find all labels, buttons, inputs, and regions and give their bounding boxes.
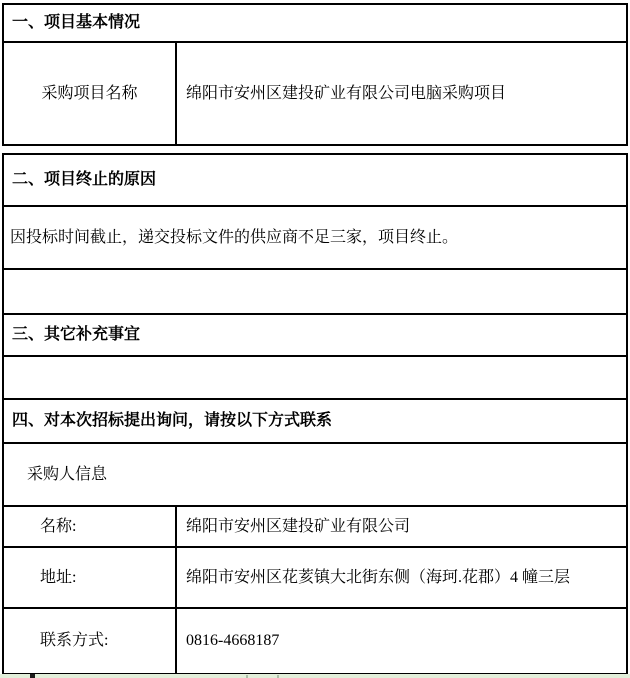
empty-spacer-cell: [3, 269, 627, 314]
section-basic-info-table: [2, 3, 628, 146]
table-row: [3, 314, 627, 356]
purchaser-name-label: 名称:: [3, 506, 176, 547]
table-row: [3, 399, 627, 443]
table-row: [3, 356, 627, 399]
table-row: [3, 506, 627, 547]
table-row: [3, 154, 627, 206]
table-row: [3, 42, 627, 145]
cutoff-text-fragment: [30, 674, 35, 678]
section-details-table: [2, 153, 628, 675]
next-content-cutoff-strip: [0, 674, 630, 678]
purchaser-contact-value: 0816-4668187: [176, 608, 627, 674]
termination-reason-text: 因投标时间截止，递交投标文件的供应商不足三家，项目终止。: [3, 206, 627, 269]
purchaser-address-value: 绵阳市安州区花荄镇大北街东侧（海珂.花郡）4 幢三层: [176, 547, 627, 608]
table-row: [3, 443, 627, 506]
section-4-title: 四、对本次招标提出询问，请按以下方式联系: [3, 399, 627, 443]
section-2-title: 二、项目终止的原因: [3, 154, 627, 206]
section-3-title: 三、其它补充事宜: [3, 314, 627, 356]
section-1-title: 一、项目基本情况: [3, 4, 627, 42]
project-name-label: 采购项目名称: [3, 42, 176, 145]
purchaser-name-value: 绵阳市安州区建投矿业有限公司: [176, 506, 627, 547]
purchaser-address-label: 地址:: [3, 547, 176, 608]
table-row: [3, 206, 627, 269]
table-row: [3, 4, 627, 42]
project-name-value: 绵阳市安州区建投矿业有限公司电脑采购项目: [176, 42, 627, 145]
table-row: [3, 547, 627, 608]
supplement-body-cell: [3, 356, 627, 399]
purchaser-info-heading: 采购人信息: [3, 443, 627, 506]
table-row: [3, 608, 627, 674]
table-row: [3, 269, 627, 314]
purchaser-contact-label: 联系方式:: [3, 608, 176, 674]
